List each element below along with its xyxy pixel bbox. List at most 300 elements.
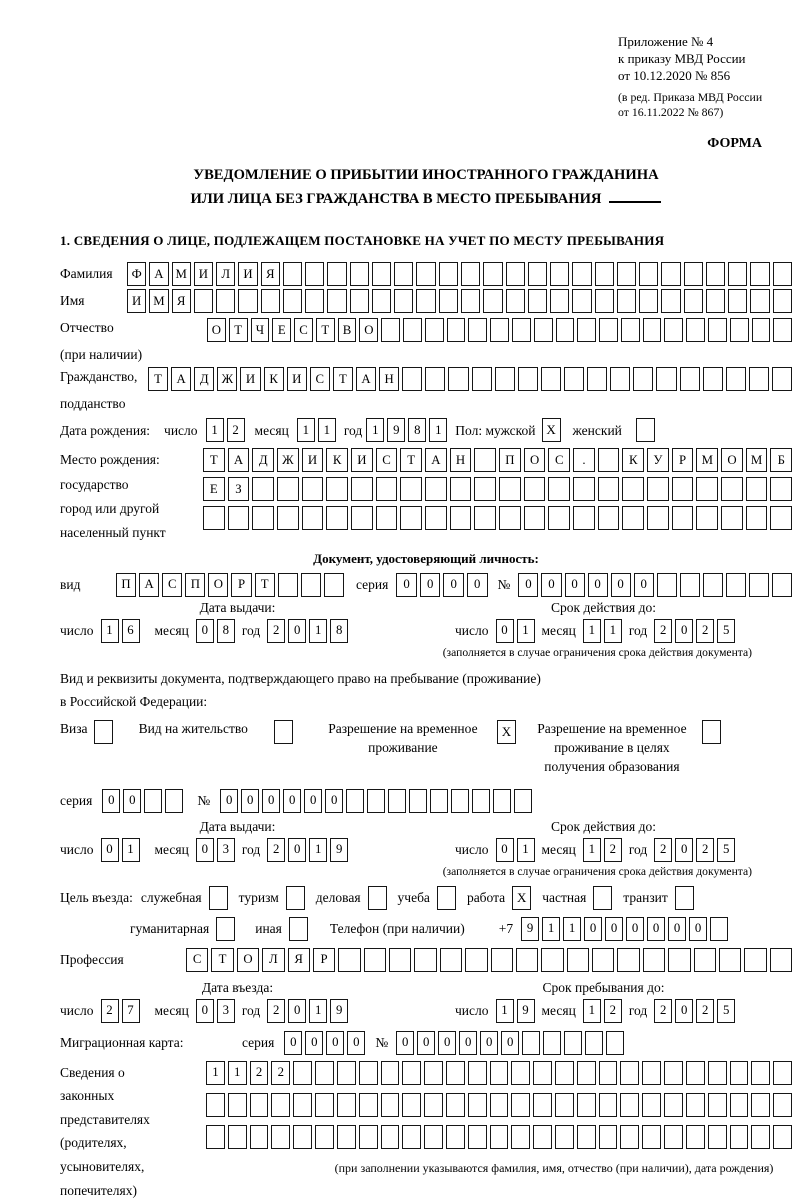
char-cell[interactable] — [402, 1125, 421, 1149]
char-cell[interactable] — [409, 789, 427, 813]
checkbox-business[interactable] — [368, 886, 387, 910]
char-cell[interactable] — [719, 948, 741, 972]
char-cell[interactable] — [351, 506, 373, 530]
char-cell[interactable]: Д — [194, 367, 214, 391]
checkbox-male[interactable]: X — [542, 418, 561, 442]
char-cell[interactable] — [400, 506, 422, 530]
char-cell[interactable]: 0 — [196, 838, 214, 862]
char-cell[interactable]: А — [149, 262, 168, 286]
char-cell[interactable]: Е — [272, 318, 291, 342]
char-cell[interactable]: О — [721, 448, 743, 472]
char-cell[interactable] — [293, 1093, 312, 1117]
char-cell[interactable] — [567, 948, 589, 972]
char-cell[interactable] — [672, 477, 694, 501]
char-cell[interactable] — [555, 1125, 574, 1149]
char-cell[interactable] — [424, 1093, 443, 1117]
char-cell[interactable] — [534, 318, 553, 342]
char-cell[interactable] — [647, 506, 669, 530]
char-cell[interactable] — [451, 789, 469, 813]
char-cell[interactable]: 2 — [250, 1061, 269, 1085]
char-cell[interactable]: 0 — [347, 1031, 365, 1055]
char-cell[interactable] — [468, 1125, 487, 1149]
char-cell[interactable] — [424, 1125, 443, 1149]
char-cell[interactable] — [577, 1125, 596, 1149]
checkbox-temp-residence[interactable]: X — [497, 720, 516, 744]
char-cell[interactable] — [721, 477, 743, 501]
char-cell[interactable]: 0 — [196, 619, 214, 643]
char-cell[interactable]: Т — [211, 948, 233, 972]
char-cell[interactable] — [238, 289, 257, 313]
char-cell[interactable] — [577, 1093, 596, 1117]
char-cell[interactable]: 7 — [122, 999, 140, 1023]
char-cell[interactable] — [599, 318, 618, 342]
char-cell[interactable] — [389, 948, 411, 972]
char-cell[interactable]: 0 — [541, 573, 561, 597]
char-cell[interactable]: 0 — [283, 789, 301, 813]
char-cell[interactable] — [414, 948, 436, 972]
char-cell[interactable] — [516, 948, 538, 972]
char-cell[interactable]: 0 — [634, 573, 654, 597]
char-cell[interactable] — [577, 1061, 596, 1085]
char-cell[interactable]: О — [237, 948, 259, 972]
char-cell[interactable] — [548, 506, 570, 530]
char-cell[interactable] — [252, 477, 274, 501]
char-cell[interactable]: З — [228, 477, 250, 501]
char-cell[interactable]: 1 — [542, 917, 560, 941]
char-cell[interactable]: 0 — [396, 1031, 414, 1055]
char-cell[interactable] — [728, 289, 747, 313]
char-cell[interactable]: 8 — [330, 619, 348, 643]
char-cell[interactable] — [572, 289, 591, 313]
char-cell[interactable] — [337, 1061, 356, 1085]
char-cell[interactable] — [726, 573, 746, 597]
char-cell[interactable] — [746, 477, 768, 501]
char-cell[interactable] — [556, 318, 575, 342]
char-cell[interactable] — [647, 477, 669, 501]
char-cell[interactable] — [472, 367, 492, 391]
char-cell[interactable]: . — [573, 448, 595, 472]
char-cell[interactable] — [684, 262, 703, 286]
char-cell[interactable]: П — [499, 448, 521, 472]
char-cell[interactable]: И — [194, 262, 213, 286]
char-cell[interactable]: 0 — [518, 573, 538, 597]
char-cell[interactable]: А — [171, 367, 191, 391]
char-cell[interactable] — [326, 477, 348, 501]
char-cell[interactable] — [283, 262, 302, 286]
char-cell[interactable] — [620, 1125, 639, 1149]
char-cell[interactable]: 0 — [675, 838, 693, 862]
char-cell[interactable] — [752, 318, 771, 342]
char-cell[interactable] — [461, 262, 480, 286]
char-cell[interactable] — [472, 789, 490, 813]
char-cell[interactable] — [610, 367, 630, 391]
char-cell[interactable] — [639, 289, 658, 313]
char-cell[interactable]: 0 — [284, 1031, 302, 1055]
char-cell[interactable]: К — [326, 448, 348, 472]
char-cell[interactable] — [381, 1093, 400, 1117]
char-cell[interactable] — [708, 1125, 727, 1149]
char-cell[interactable] — [751, 1061, 770, 1085]
checkbox-humanitarian[interactable] — [216, 917, 235, 941]
char-cell[interactable]: 0 — [438, 1031, 456, 1055]
char-cell[interactable] — [305, 289, 324, 313]
char-cell[interactable] — [490, 1125, 509, 1149]
char-cell[interactable] — [491, 948, 513, 972]
char-cell[interactable]: 0 — [611, 573, 631, 597]
checkbox-tourism[interactable] — [286, 886, 305, 910]
char-cell[interactable] — [617, 289, 636, 313]
char-cell[interactable]: Р — [231, 573, 251, 597]
char-cell[interactable] — [506, 289, 525, 313]
char-cell[interactable] — [474, 448, 496, 472]
char-cell[interactable]: О — [359, 318, 378, 342]
char-cell[interactable] — [598, 448, 620, 472]
char-cell[interactable]: Т — [333, 367, 353, 391]
char-cell[interactable]: Я — [172, 289, 191, 313]
char-cell[interactable] — [595, 262, 614, 286]
char-cell[interactable] — [528, 289, 547, 313]
char-cell[interactable] — [533, 1093, 552, 1117]
char-cell[interactable] — [606, 1031, 624, 1055]
char-cell[interactable]: 0 — [584, 917, 602, 941]
char-cell[interactable]: 0 — [262, 789, 280, 813]
char-cell[interactable] — [726, 367, 746, 391]
char-cell[interactable] — [372, 262, 391, 286]
char-cell[interactable] — [277, 477, 299, 501]
char-cell[interactable] — [327, 289, 346, 313]
char-cell[interactable]: 1 — [309, 619, 327, 643]
char-cell[interactable]: 0 — [325, 789, 343, 813]
char-cell[interactable]: 1 — [228, 1061, 247, 1085]
char-cell[interactable]: 1 — [206, 1061, 225, 1085]
char-cell[interactable] — [730, 1061, 749, 1085]
char-cell[interactable] — [416, 289, 435, 313]
char-cell[interactable] — [144, 789, 162, 813]
char-cell[interactable]: 2 — [604, 999, 622, 1023]
char-cell[interactable] — [302, 477, 324, 501]
char-cell[interactable] — [367, 789, 385, 813]
char-cell[interactable]: 0 — [588, 573, 608, 597]
char-cell[interactable] — [564, 367, 584, 391]
char-cell[interactable]: 0 — [396, 573, 417, 597]
char-cell[interactable]: 1 — [604, 619, 622, 643]
char-cell[interactable] — [338, 948, 360, 972]
char-cell[interactable] — [359, 1093, 378, 1117]
char-cell[interactable] — [550, 262, 569, 286]
char-cell[interactable] — [514, 789, 532, 813]
char-cell[interactable]: Б — [770, 448, 792, 472]
char-cell[interactable]: 1 — [366, 418, 384, 442]
char-cell[interactable] — [394, 289, 413, 313]
char-cell[interactable]: Н — [450, 448, 472, 472]
char-cell[interactable]: К — [264, 367, 284, 391]
char-cell[interactable] — [661, 289, 680, 313]
char-cell[interactable]: 8 — [408, 418, 426, 442]
char-cell[interactable]: 3 — [217, 838, 235, 862]
char-cell[interactable]: И — [287, 367, 307, 391]
char-cell[interactable] — [592, 948, 614, 972]
char-cell[interactable] — [599, 1093, 618, 1117]
char-cell[interactable] — [664, 1125, 683, 1149]
char-cell[interactable] — [672, 506, 694, 530]
char-cell[interactable] — [315, 1125, 334, 1149]
char-cell[interactable] — [555, 1061, 574, 1085]
char-cell[interactable] — [499, 506, 521, 530]
char-cell[interactable] — [511, 1125, 530, 1149]
char-cell[interactable]: 9 — [521, 917, 539, 941]
char-cell[interactable] — [283, 289, 302, 313]
char-cell[interactable]: 0 — [123, 789, 141, 813]
char-cell[interactable]: 2 — [267, 838, 285, 862]
char-cell[interactable] — [468, 1093, 487, 1117]
char-cell[interactable] — [425, 367, 445, 391]
char-cell[interactable] — [165, 789, 183, 813]
char-cell[interactable] — [305, 262, 324, 286]
char-cell[interactable] — [271, 1125, 290, 1149]
char-cell[interactable]: 2 — [267, 619, 285, 643]
char-cell[interactable] — [680, 367, 700, 391]
char-cell[interactable] — [696, 477, 718, 501]
char-cell[interactable]: 1 — [517, 838, 535, 862]
char-cell[interactable] — [402, 1061, 421, 1085]
checkbox-temp-residence-education[interactable] — [702, 720, 721, 744]
char-cell[interactable]: Ж — [277, 448, 299, 472]
char-cell[interactable] — [468, 1061, 487, 1085]
char-cell[interactable]: 0 — [326, 1031, 344, 1055]
checkbox-study[interactable] — [437, 886, 456, 910]
char-cell[interactable]: 0 — [420, 573, 441, 597]
char-cell[interactable]: 0 — [417, 1031, 435, 1055]
checkbox-transit[interactable] — [675, 886, 694, 910]
char-cell[interactable]: 1 — [297, 418, 315, 442]
char-cell[interactable] — [524, 506, 546, 530]
char-cell[interactable] — [376, 477, 398, 501]
char-cell[interactable] — [522, 1031, 540, 1055]
char-cell[interactable] — [518, 367, 538, 391]
char-cell[interactable] — [773, 1093, 792, 1117]
char-cell[interactable] — [750, 289, 769, 313]
char-cell[interactable] — [203, 506, 225, 530]
char-cell[interactable]: П — [116, 573, 136, 597]
char-cell[interactable]: 2 — [267, 999, 285, 1023]
char-cell[interactable]: С — [310, 367, 330, 391]
char-cell[interactable] — [483, 289, 502, 313]
char-cell[interactable]: 9 — [330, 838, 348, 862]
char-cell[interactable]: 0 — [626, 917, 644, 941]
char-cell[interactable]: 3 — [217, 999, 235, 1023]
char-cell[interactable]: 0 — [675, 999, 693, 1023]
char-cell[interactable] — [206, 1125, 225, 1149]
char-cell[interactable] — [541, 367, 561, 391]
char-cell[interactable]: 0 — [496, 838, 514, 862]
char-cell[interactable] — [599, 1125, 618, 1149]
char-cell[interactable]: 1 — [496, 999, 514, 1023]
char-cell[interactable] — [402, 1093, 421, 1117]
char-cell[interactable] — [506, 262, 525, 286]
char-cell[interactable] — [293, 1061, 312, 1085]
char-cell[interactable] — [728, 262, 747, 286]
char-cell[interactable]: 1 — [583, 838, 601, 862]
char-cell[interactable] — [439, 289, 458, 313]
char-cell[interactable]: И — [240, 367, 260, 391]
char-cell[interactable] — [664, 1061, 683, 1085]
char-cell[interactable] — [773, 1061, 792, 1085]
char-cell[interactable]: 5 — [717, 619, 735, 643]
char-cell[interactable] — [351, 477, 373, 501]
char-cell[interactable]: О — [524, 448, 546, 472]
char-cell[interactable] — [706, 262, 725, 286]
char-cell[interactable] — [490, 1093, 509, 1117]
char-cell[interactable] — [773, 289, 792, 313]
char-cell[interactable] — [403, 318, 422, 342]
char-cell[interactable] — [228, 1093, 247, 1117]
checkbox-female[interactable] — [636, 418, 655, 442]
char-cell[interactable]: Я — [261, 262, 280, 286]
char-cell[interactable] — [465, 948, 487, 972]
char-cell[interactable] — [278, 573, 298, 597]
char-cell[interactable] — [642, 1093, 661, 1117]
char-cell[interactable] — [216, 289, 235, 313]
char-cell[interactable] — [749, 573, 769, 597]
char-cell[interactable] — [541, 948, 563, 972]
char-cell[interactable] — [450, 477, 472, 501]
char-cell[interactable] — [337, 1093, 356, 1117]
char-cell[interactable]: 0 — [101, 838, 119, 862]
char-cell[interactable]: Т — [148, 367, 168, 391]
char-cell[interactable] — [400, 477, 422, 501]
char-cell[interactable] — [490, 1061, 509, 1085]
char-cell[interactable] — [744, 948, 766, 972]
char-cell[interactable] — [564, 1031, 582, 1055]
char-cell[interactable]: У — [647, 448, 669, 472]
char-cell[interactable] — [555, 1093, 574, 1117]
char-cell[interactable]: Т — [316, 318, 335, 342]
char-cell[interactable] — [372, 289, 391, 313]
char-cell[interactable] — [381, 1125, 400, 1149]
char-cell[interactable]: 2 — [696, 838, 714, 862]
char-cell[interactable]: 5 — [717, 838, 735, 862]
char-cell[interactable] — [730, 1125, 749, 1149]
char-cell[interactable]: Т — [400, 448, 422, 472]
char-cell[interactable]: 0 — [647, 917, 665, 941]
char-cell[interactable]: Л — [216, 262, 235, 286]
char-cell[interactable]: М — [172, 262, 191, 286]
char-cell[interactable] — [495, 367, 515, 391]
char-cell[interactable] — [261, 289, 280, 313]
char-cell[interactable] — [533, 1061, 552, 1085]
char-cell[interactable]: М — [149, 289, 168, 313]
char-cell[interactable] — [595, 289, 614, 313]
char-cell[interactable] — [416, 262, 435, 286]
char-cell[interactable] — [708, 1061, 727, 1085]
char-cell[interactable] — [703, 573, 723, 597]
char-cell[interactable] — [524, 477, 546, 501]
char-cell[interactable]: 1 — [583, 619, 601, 643]
char-cell[interactable]: Т — [229, 318, 248, 342]
char-cell[interactable] — [194, 289, 213, 313]
char-cell[interactable] — [512, 318, 531, 342]
char-cell[interactable] — [772, 573, 792, 597]
char-cell[interactable]: Я — [288, 948, 310, 972]
char-cell[interactable] — [327, 262, 346, 286]
char-cell[interactable] — [394, 262, 413, 286]
char-cell[interactable]: Р — [313, 948, 335, 972]
char-cell[interactable]: 0 — [304, 789, 322, 813]
char-cell[interactable] — [425, 506, 447, 530]
char-cell[interactable]: 0 — [565, 573, 585, 597]
char-cell[interactable] — [750, 262, 769, 286]
char-cell[interactable]: А — [425, 448, 447, 472]
char-cell[interactable] — [511, 1061, 530, 1085]
char-cell[interactable]: И — [351, 448, 373, 472]
char-cell[interactable]: М — [746, 448, 768, 472]
char-cell[interactable] — [751, 1125, 770, 1149]
char-cell[interactable]: 1 — [517, 619, 535, 643]
char-cell[interactable]: 0 — [605, 917, 623, 941]
char-cell[interactable] — [730, 318, 749, 342]
char-cell[interactable] — [656, 367, 676, 391]
char-cell[interactable] — [751, 1093, 770, 1117]
char-cell[interactable] — [350, 262, 369, 286]
checkbox-visa[interactable] — [94, 720, 113, 744]
char-cell[interactable]: Д — [252, 448, 274, 472]
char-cell[interactable] — [301, 573, 321, 597]
char-cell[interactable] — [468, 318, 487, 342]
char-cell[interactable] — [228, 506, 250, 530]
char-cell[interactable]: О — [207, 318, 226, 342]
char-cell[interactable] — [620, 1093, 639, 1117]
char-cell[interactable] — [573, 477, 595, 501]
char-cell[interactable] — [474, 506, 496, 530]
char-cell[interactable] — [376, 506, 398, 530]
char-cell[interactable]: В — [338, 318, 357, 342]
char-cell[interactable] — [642, 1061, 661, 1085]
char-cell[interactable] — [772, 367, 792, 391]
char-cell[interactable] — [686, 1061, 705, 1085]
char-cell[interactable] — [346, 789, 364, 813]
char-cell[interactable]: Ч — [251, 318, 270, 342]
char-cell[interactable] — [639, 262, 658, 286]
char-cell[interactable] — [533, 1125, 552, 1149]
char-cell[interactable]: 0 — [288, 999, 306, 1023]
char-cell[interactable]: 1 — [563, 917, 581, 941]
char-cell[interactable] — [617, 262, 636, 286]
char-cell[interactable] — [684, 289, 703, 313]
char-cell[interactable] — [577, 318, 596, 342]
char-cell[interactable] — [622, 477, 644, 501]
char-cell[interactable]: К — [622, 448, 644, 472]
char-cell[interactable] — [686, 1125, 705, 1149]
char-cell[interactable] — [543, 1031, 561, 1055]
char-cell[interactable] — [573, 506, 595, 530]
char-cell[interactable] — [359, 1061, 378, 1085]
char-cell[interactable] — [381, 1061, 400, 1085]
char-cell[interactable] — [773, 262, 792, 286]
char-cell[interactable] — [446, 1061, 465, 1085]
char-cell[interactable] — [657, 573, 677, 597]
char-cell[interactable] — [770, 948, 792, 972]
char-cell[interactable] — [326, 506, 348, 530]
char-cell[interactable] — [749, 367, 769, 391]
char-cell[interactable] — [708, 318, 727, 342]
char-cell[interactable] — [643, 318, 662, 342]
char-cell[interactable]: 0 — [443, 573, 464, 597]
char-cell[interactable]: С — [162, 573, 182, 597]
char-cell[interactable] — [315, 1093, 334, 1117]
char-cell[interactable] — [430, 789, 448, 813]
char-cell[interactable]: Т — [203, 448, 225, 472]
char-cell[interactable]: Ф — [127, 262, 146, 286]
